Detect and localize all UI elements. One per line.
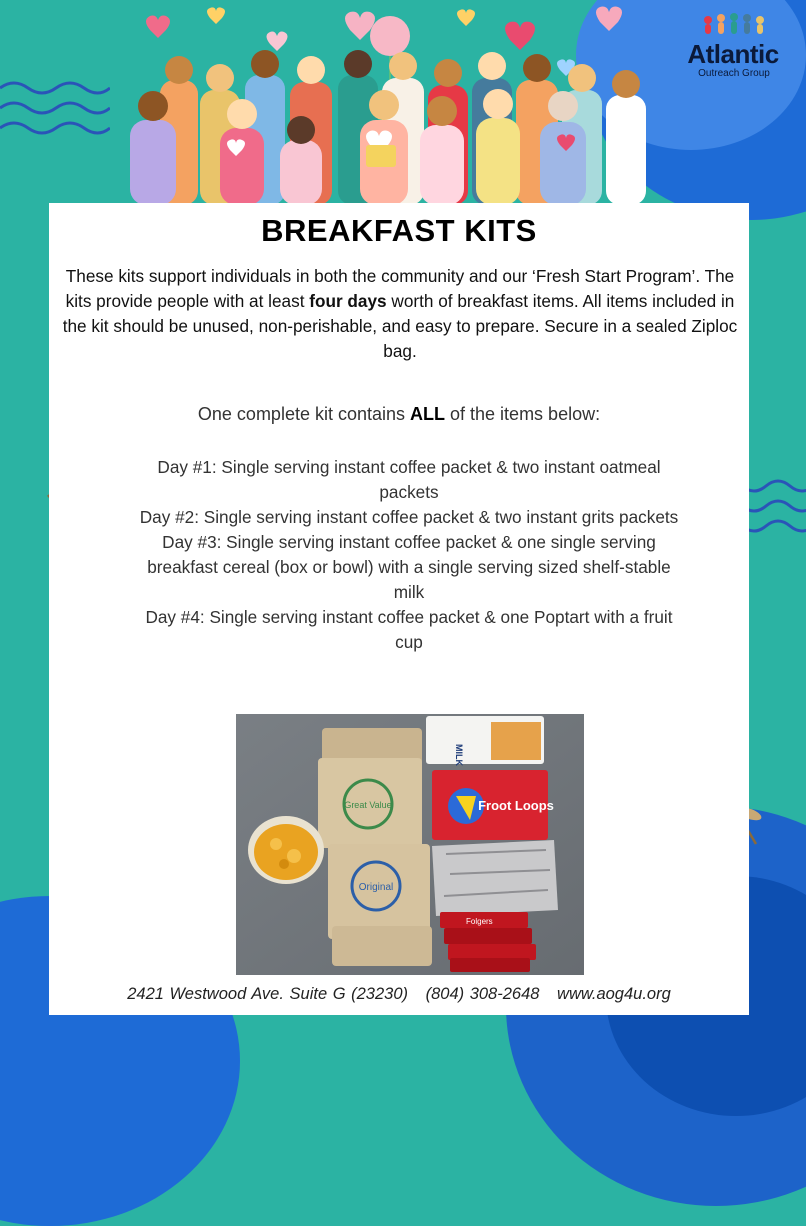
kit-photo [236,714,584,975]
packet-label: Great Value [344,800,392,810]
logo-people-icon [672,12,794,42]
lead-text: One complete kit contains [197,404,411,424]
address-text: 2421 Westwood Ave. Suite G (23230) [127,985,408,1003]
intro-paragraph [55,264,745,364]
website-link[interactable]: www.aog4u.org [557,985,671,1003]
packet-label: Original [358,882,394,893]
logo-subtitle: Outreach Group [698,68,770,79]
intro-emphasis: four days [309,291,387,311]
packet-label: Folgers [466,917,493,926]
kit-contents-lead [49,402,749,427]
list-item: Day #3: Single serving instant coffee packet & one single serving breakfast cereal (box or bowl) with a single serving sized shelf-stable milk [147,532,671,602]
crowd-illustration [120,0,650,205]
day-list [134,455,684,655]
lead-text: of the items below: [445,404,601,424]
list-item: Day #2: Single serving instant coffee packet & two instant grits packets [139,507,679,527]
milk-label: MILK [454,744,464,766]
logo-title: Atlantic [687,39,779,69]
wave-decoration [0,78,110,148]
content-card [49,203,749,1015]
list-item: Day #4: Single serving instant coffee packet & one Poptart with a fruit cup [145,607,673,652]
footer-contact [49,985,749,1004]
intro-text: These kits support individuals in both the community and our ‘Fresh Start Program’. The kits provide people with at least [65,266,735,311]
logo [672,12,794,82]
lead-emphasis: ALL [410,404,446,424]
list-item: Day #1: Single serving instant coffee packet & two instant oatmeal packets [157,457,661,502]
intro-text: worth of breakfast items. All items included in the kit should be unused, non-perishable, and easy to prepare. Secure in a sealed Ziploc bag. [62,291,738,361]
phone-text[interactable]: (804) 308-2648 [425,985,540,1003]
page-title: BREAKFAST KITS [261,213,537,248]
cereal-label: Froot Loops [478,798,554,813]
